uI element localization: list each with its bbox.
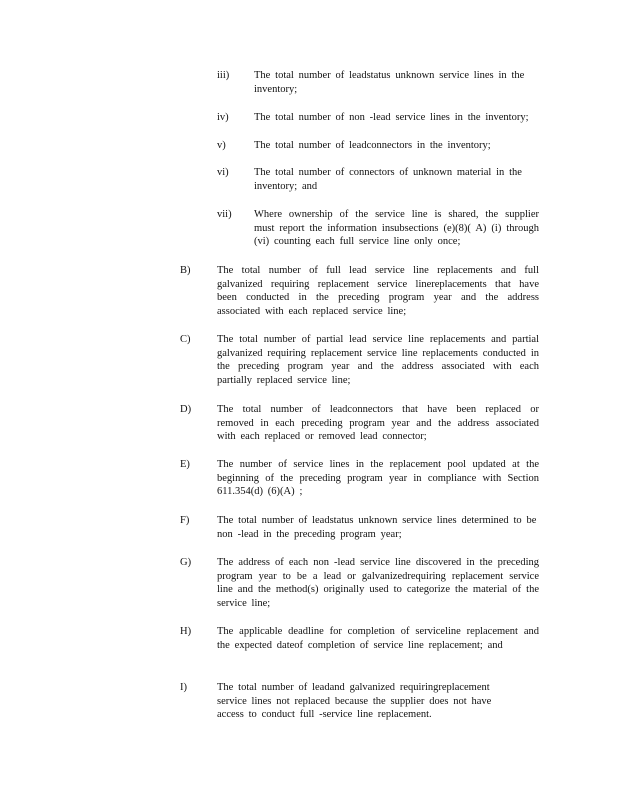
- item-text: The total number of full lead service line replacements and full galvanized requiring replacement service linereplacements that have been conducted in the preceding program year and the address associated with each replaced service line;: [217, 265, 539, 317]
- item-label: iv): [217, 112, 229, 123]
- item-text: The total number of connectors of unknown material in the inventory; and: [254, 167, 522, 192]
- item-label: E): [180, 459, 190, 470]
- item-text: The total number of leadstatus unknown service lines determined to be non -lead in the preceding program year;: [217, 515, 537, 540]
- item-label: G): [180, 557, 192, 568]
- item-label: v): [217, 140, 226, 151]
- item-text: The applicable deadline for completion of serviceline replacement and the expected dateof completion of service line replacement; and: [217, 626, 539, 651]
- item-label: iii): [217, 70, 230, 81]
- item-text: The total number of leadconnectors that have been replaced or removed in each preceding program year and the address associated with each replaced or removed lead connector;: [217, 404, 539, 442]
- item-text: The total number of leadconnectors in the inventory;: [254, 140, 491, 151]
- item-text: The number of service lines in the replacement pool updated at the beginning of the preceding program year in compliance with Section 611.354(d) (6)(A) ;: [217, 459, 539, 497]
- item-text: The total number of non -lead service lines in the inventory;: [254, 112, 529, 123]
- item-text: Where ownership of the service line is shared, the supplier must report the information insubsections (e)(8)( A) (i) through (vi) counting each full service line only once;: [254, 209, 539, 247]
- item-text: The total number of partial lead service line replacements and partial galvanized requiring replacement service line replacements conducted in the preceding program year and the address associated with each partially replaced service line;: [217, 334, 539, 386]
- item-label: vi): [217, 167, 229, 178]
- item-label: I): [180, 682, 187, 693]
- item-label: B): [180, 265, 191, 276]
- item-label: H): [180, 626, 192, 637]
- item-label: F): [180, 515, 190, 526]
- item-text: The total number of leadstatus unknown service lines in the inventory;: [254, 70, 525, 95]
- item-text: The total number of leadand galvanized requiringreplacement service lines not replaced because the supplier does not have access to conduct full -service line replacement.: [217, 682, 492, 720]
- item-label: vii): [217, 209, 232, 220]
- item-text: The address of each non -lead service line discovered in the preceding program year to be a lead or galvanizedrequiring replacement service line and the method(s) originally used to categorize the material of the service line;: [217, 557, 539, 609]
- item-label: D): [180, 404, 192, 415]
- item-label: C): [180, 334, 191, 345]
